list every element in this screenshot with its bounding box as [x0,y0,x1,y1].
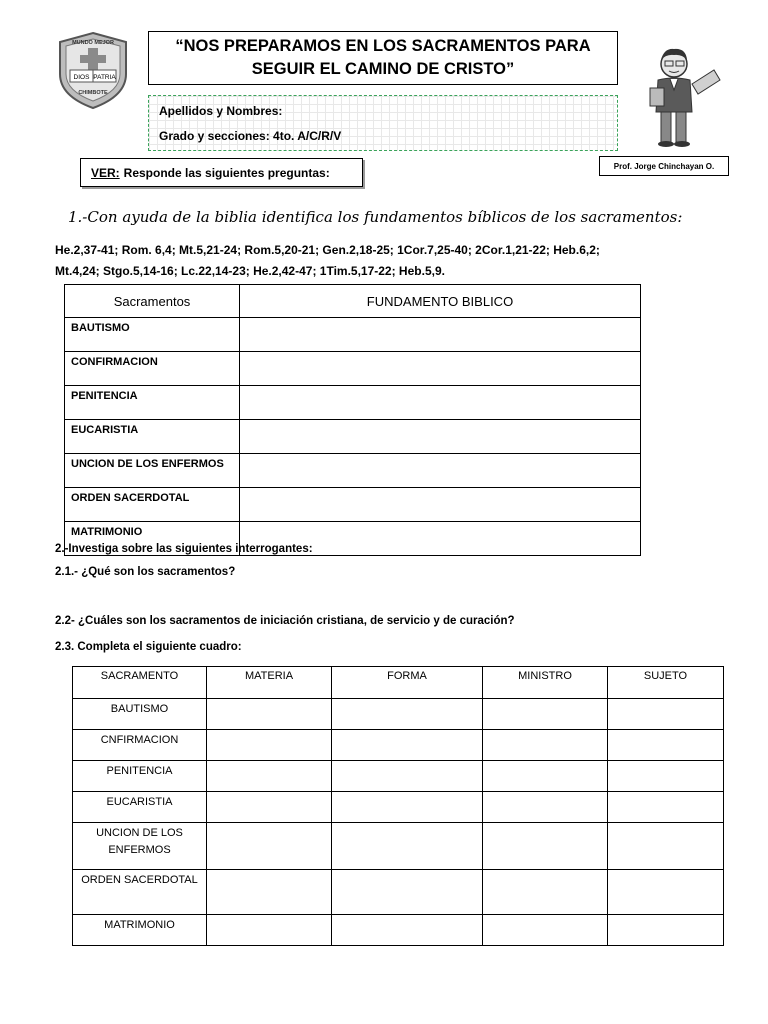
materia-cell[interactable] [207,823,332,870]
answer-cell[interactable] [240,386,641,420]
ver-label: VER: [91,165,120,180]
table-row [73,761,724,792]
sacrament-name: EUCARISTIA [65,420,240,454]
ministro-cell[interactable] [483,823,608,870]
table-row [73,915,724,946]
materia-cell[interactable] [207,699,332,730]
ver-instruction-box [80,158,363,187]
table-row [65,454,641,488]
question-2-2: 2.2- ¿Cuáles son los sacramentos de iniciación cristiana, de servicio y de curación? [55,615,515,627]
forma-cell[interactable] [332,761,483,792]
table-header-row [65,285,641,318]
biblical-foundation-table [64,284,641,556]
worksheet-title: “NOS PREPARAMOS EN LOS SACRAMENTOS PARA SEGUIR EL CAMINO DE CRISTO” [148,31,618,85]
materia-cell[interactable] [207,761,332,792]
logo-center-right: PATRIA [93,74,116,81]
header-sacramentos: Sacramentos [65,285,240,318]
forma-cell[interactable] [332,870,483,915]
sacrament-name: MATRIMONIO [65,522,240,556]
materia-cell[interactable] [207,870,332,915]
logo-top-text: MUNDO MEJOR [72,40,114,46]
answer-cell[interactable] [240,318,641,352]
answer-cell[interactable] [240,488,641,522]
table-row [73,792,724,823]
sacrament-details-table [72,666,724,946]
sujeto-cell[interactable] [608,870,724,915]
forma-cell[interactable] [332,699,483,730]
sujeto-cell[interactable] [608,823,724,870]
question-2-1: 2.1.- ¿Qué son los sacramentos? [55,566,236,578]
sacrament-name: BAUTISMO [73,699,207,730]
sacrament-name: UNCION DE LOS ENFERMOS [73,823,207,870]
sacrament-name: MATRIMONIO [73,915,207,946]
table-row [65,488,641,522]
sujeto-cell[interactable] [608,761,724,792]
logo-bottom-text: CHIMBOTE [78,90,108,96]
table-row [65,386,641,420]
forma-cell[interactable] [332,792,483,823]
sacrament-name: CNFIRMACION [73,730,207,761]
materia-cell[interactable] [207,792,332,823]
header-ministro: MINISTRO [483,667,608,699]
table-row [65,352,641,386]
header-sujeto: SUJETO [608,667,724,699]
table-header-row [73,667,724,699]
forma-cell[interactable] [332,915,483,946]
refs-line-1: He.2,37-41; Rom. 6,4; Mt.5,21-24; Rom.5,20-21; Gen.2,18-25; 1Cor.7,25-40; 2Cor.1,21-22; Heb.6,2; [55,243,600,257]
answer-cell[interactable] [240,420,641,454]
table-row [73,699,724,730]
sujeto-cell[interactable] [608,699,724,730]
sacrament-name: CONFIRMACION [65,352,240,386]
refs-line-2: Mt.4,24; Stgo.5,14-16; Lc.22,14-23; He.2,42-47; 1Tim.5,17-22; Heb.5,9. [55,264,445,278]
question-1: 1.-Con ayuda de la biblia identifica los fundamentos bíblicos de los sacramentos: [68,208,683,226]
ministro-cell[interactable] [483,730,608,761]
teacher-name: Prof. Jorge Chinchayan O. [599,156,729,176]
sacrament-name: PENITENCIA [65,386,240,420]
materia-cell[interactable] [207,730,332,761]
bible-references [55,240,755,282]
ministro-cell[interactable] [483,699,608,730]
sacrament-name: PENITENCIA [73,761,207,792]
school-logo [52,30,134,110]
grade-label: Grado y secciones: 4to. A/C/R/V [159,129,342,143]
sujeto-cell[interactable] [608,792,724,823]
ministro-cell[interactable] [483,792,608,823]
table-row [73,870,724,915]
sacrament-name: UNCION DE LOS ENFERMOS [65,454,240,488]
ver-text: Responde las siguientes preguntas: [123,165,330,180]
sacrament-name: BAUTISMO [65,318,240,352]
header-sacramento: SACRAMENTO [73,667,207,699]
sacrament-name: EUCARISTIA [73,792,207,823]
header-materia: MATERIA [207,667,332,699]
materia-cell[interactable] [207,915,332,946]
sacrament-name: ORDEN SACERDOTAL [73,870,207,915]
name-label: Apellidos y Nombres: [159,104,283,118]
header-fundamento: FUNDAMENTO BIBLICO [240,285,641,318]
ministro-cell[interactable] [483,870,608,915]
table-row [73,730,724,761]
table-row [73,823,724,870]
question-2-intro: 2.-Investiga sobre las siguientes interrogantes: [55,543,313,555]
answer-cell[interactable] [240,454,641,488]
sacrament-name: ORDEN SACERDOTAL [65,488,240,522]
header-forma: FORMA [332,667,483,699]
student-info-box [148,95,618,151]
ministro-cell[interactable] [483,915,608,946]
logo-center-left: DIOS [73,74,90,81]
sujeto-cell[interactable] [608,730,724,761]
forma-cell[interactable] [332,823,483,870]
table-row [65,420,641,454]
answer-cell[interactable] [240,352,641,386]
teacher-illustration [636,40,726,150]
question-2-3: 2.3. Completa el siguiente cuadro: [55,641,242,653]
sujeto-cell[interactable] [608,915,724,946]
table-row [65,318,641,352]
forma-cell[interactable] [332,730,483,761]
ministro-cell[interactable] [483,761,608,792]
